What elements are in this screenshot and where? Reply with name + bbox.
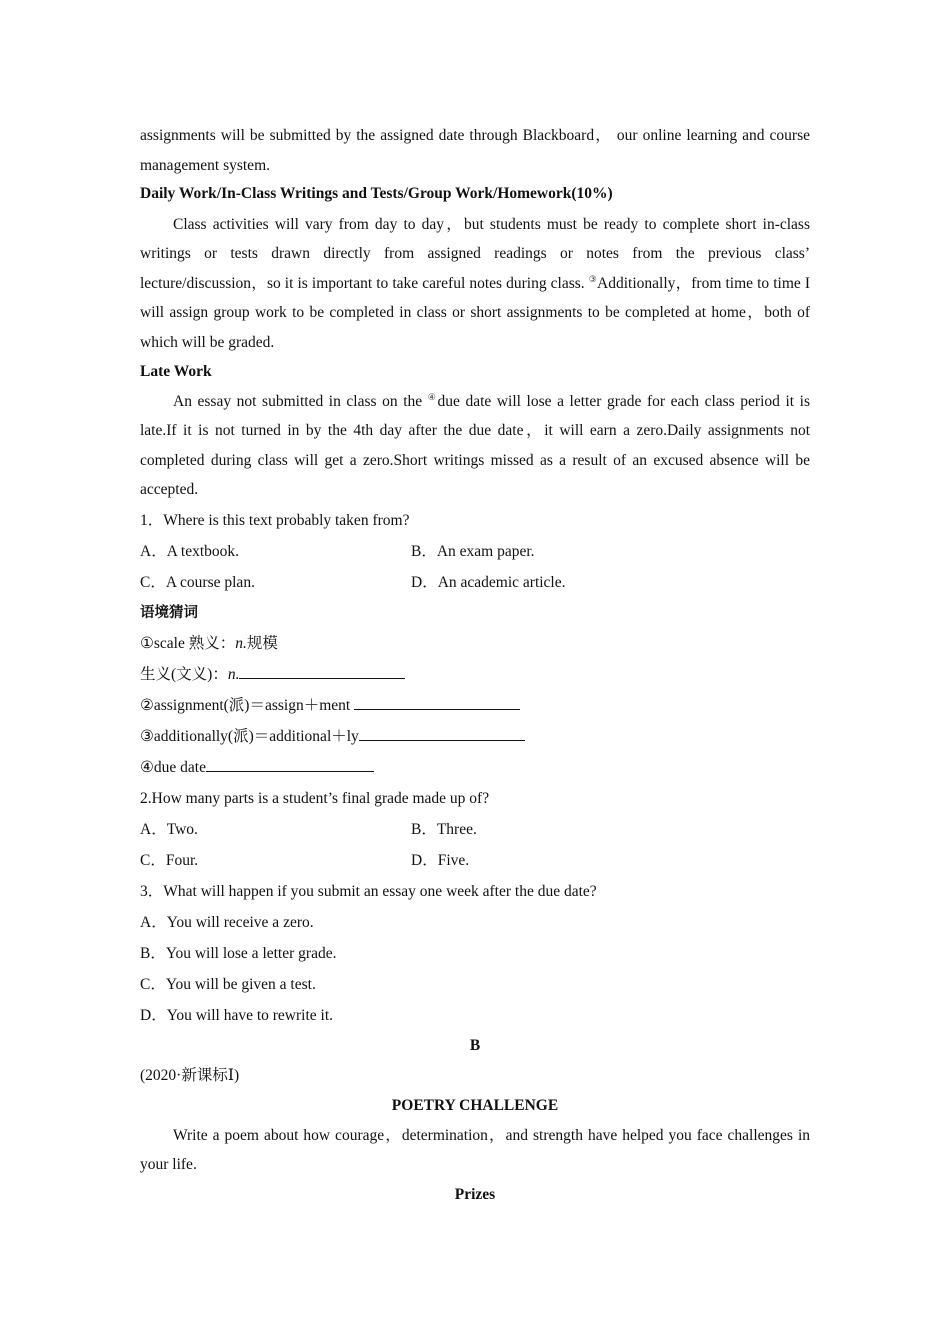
vocab-assignment <box>140 690 810 721</box>
question-1-stem: 1．Where is this text probably taken from? <box>140 511 410 529</box>
passage-b-intro: Write a poem about how courage，determination，and strength have helped you face challenges in your life. <box>140 1126 810 1173</box>
vocab-context-blank[interactable] <box>239 662 405 679</box>
passage-b-title: POETRY CHALLENGE <box>391 1096 559 1114</box>
vocab-scale-label: ①scale 熟义： <box>140 634 236 652</box>
marker-3: ③ <box>588 273 598 284</box>
passage-b-letter: B <box>469 1036 481 1054</box>
question-2-option-c: C．Four. <box>140 851 199 869</box>
passage-b-source: (2020·新课标Ⅰ) <box>140 1066 240 1084</box>
question-2-options-row-2 <box>140 845 810 876</box>
vocab-additionally <box>140 721 810 752</box>
question-3-option-b: B．You will lose a letter grade. <box>140 944 337 962</box>
question-2-options-row-1 <box>140 814 810 845</box>
question-3-option-c: C．You will be given a test. <box>140 975 316 993</box>
vocab-context-pos: n. <box>227 665 240 683</box>
question-1-option-b: B．An exam paper. <box>411 542 535 560</box>
question-1-options-row-2 <box>140 567 810 598</box>
question-1-option-a: A．A textbook. <box>140 542 240 560</box>
daily-work-paragraph <box>140 210 810 358</box>
late-work-heading: Late Work <box>140 363 212 380</box>
vocab-scale-meaning: 规模 <box>246 634 278 652</box>
daily-work-text-b: Additionally，from time to time I will assign group work to be completed in class or short assignments to be completed at home，both of which will be graded. <box>140 274 810 351</box>
vocab-due-date-blank[interactable] <box>206 755 374 772</box>
vocab-context-meaning <box>140 659 810 690</box>
vocab-due-date <box>140 752 810 783</box>
question-2-option-a: A．Two. <box>140 820 198 838</box>
question-1-options-row-1 <box>140 536 810 567</box>
daily-work-heading: Daily Work/In-Class Writings and Tests/Group Work/Homework(10%) <box>140 185 613 202</box>
vocab-heading: 语境猜词 <box>140 604 198 621</box>
question-2-option-d: D．Five. <box>411 851 470 869</box>
marker-4: ④ <box>427 391 438 402</box>
question-2-stem: 2.How many parts is a student’s final grade made up of? <box>140 789 490 807</box>
vocab-assignment-blank[interactable] <box>354 693 520 710</box>
vocab-assignment-label: ②assignment(派)＝assign＋ment <box>140 696 355 714</box>
vocab-additionally-blank[interactable] <box>359 724 525 741</box>
prizes-heading: Prizes <box>454 1185 496 1203</box>
vocab-due-date-label: ④due date <box>140 758 206 776</box>
document-page <box>140 121 810 1210</box>
late-work-text-a: An essay not submitted in class on the <box>173 392 428 410</box>
daily-work-text-a: Class activities will vary from day to day，but students must be ready to complete short in-class writings or tests drawn directly from assigned readings or notes from the previous class’ lecture/discussion，so it is important to take careful notes during class. <box>140 215 810 292</box>
vocab-additionally-label: ③additionally(派)＝additional＋ly <box>140 727 359 745</box>
question-3-stem: 3．What will happen if you submit an essay one week after the due date? <box>140 882 597 900</box>
question-3-option-a: A．You will receive a zero. <box>140 913 314 931</box>
late-work-text-b: due date will lose a letter grade for each class period it is late.If it is not turned in by the 4th day after the due date，it will earn a zero.Daily assignments not completed during class will get a zero.Short writings missed as a result of an excused absence will be accepted. <box>140 392 810 498</box>
passage-a-intro: assignments will be submitted by the assigned date through Blackboard， our online learning and course management system. <box>140 127 810 174</box>
question-1-option-d: D．An academic article. <box>411 573 566 591</box>
late-work-paragraph <box>140 387 810 505</box>
vocab-scale-pos: n. <box>235 634 247 652</box>
vocab-scale <box>140 628 810 659</box>
vocab-context-label: 生义(文义)： <box>140 665 228 683</box>
question-1-option-c: C．A course plan. <box>140 573 255 591</box>
question-2-option-b: B．Three. <box>411 820 477 838</box>
question-3-option-d: D．You will have to rewrite it. <box>140 1006 334 1024</box>
